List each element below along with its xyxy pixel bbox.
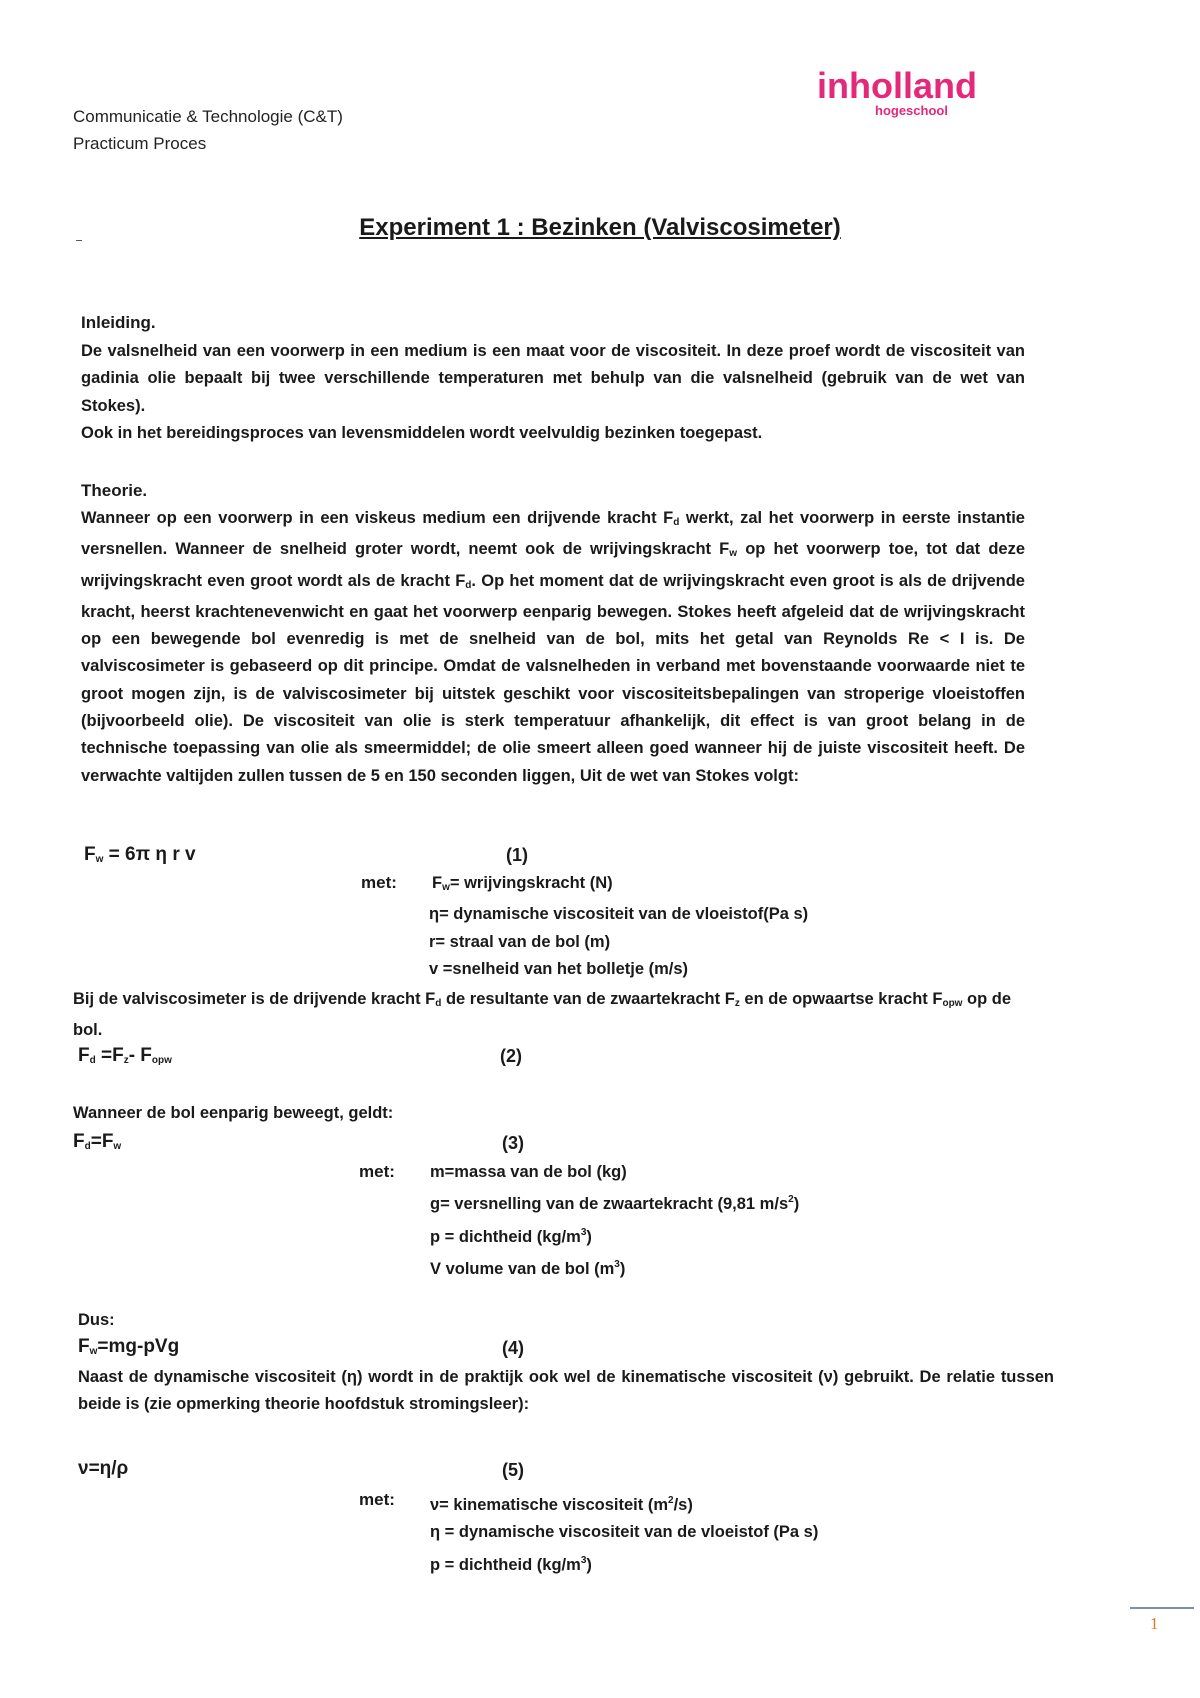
eq5-def-3: p = dichtheid $(kg/m^3)$ (430, 1554, 592, 1574)
theorie-text-d: . Op het moment dat de wrijvingskracht even groot is als de drijvende kracht, heerst krachtenevenwicht en gaat het voorwerp eenparig bewegen. Stokes heeft afgeleid dat de wrijvingskracht op een bewegende bol evenredig is met de snelheid van de bol, mits het getal van Reynolds Re < I is. De valviscosimeter is gebaseerd op dit principe. Omdat de valsnelheden in verband met bovenstaande voorwaarde niet te groot mogen zijn, is de valviscosimeter bij uitstek geschikt voor viscositeitsbepalingen van stroperige vloeistoffen (bijvoorbeeld olie). De viscositeit van olie is sterk temperatuur afhankelijk, dit effect is van groot belang in de technische toepassing van olie als smeermiddel; de olie smeert alleen goed wanneer hij de juiste viscositeit heeft. De verwachte valtijden zullen tussen de 5 en 150 seconden liggen, Uit de wet van Stokes volgt: (81, 571, 1025, 785)
eq1-rest: = 6π η r v (103, 844, 196, 865)
equation-4: $F_w=mg$-pVg (78, 1336, 180, 1357)
inholland-logo (815, 66, 995, 126)
theorie-paragraph (81, 505, 1025, 790)
equation-2: $F_d =F_z-$ $F_{opw}$ (78, 1045, 172, 1066)
inleiding-body (81, 338, 1025, 447)
sub-d-2: d (465, 579, 472, 591)
eq3-def-3: p = dichtheid $(kg/m^3)$ (430, 1226, 592, 1246)
equation-5: ν=η/ρ (78, 1458, 129, 1479)
eq5-def-1: ν= kinematische viscositeit $(m^2/s)$ (430, 1495, 693, 1514)
eq3-met-label: met: (359, 1162, 395, 1181)
eq5-def-2: η = dynamische viscositeit van de vloeistof (Pa s) (430, 1523, 819, 1542)
header-line-2: Practicum Proces (73, 134, 207, 153)
page-number-rule (1130, 1607, 1194, 1609)
inleiding-paragraph-2: Ook in het bereidingsproces van levensmiddelen wordt veelvuldig bezinken toegepast. (81, 423, 763, 442)
small-dash (76, 240, 82, 241)
inleiding-heading: Inleiding. (81, 313, 156, 332)
equation-3-number: (3) (502, 1133, 524, 1153)
eq1-def-4: v =snelheid van het bolletje (m/s) (429, 959, 689, 978)
equation-1-number: (1) (506, 845, 528, 865)
eq3-definitions (430, 1159, 799, 1283)
eq1-f: F (84, 844, 96, 865)
eq1-def-1: $F_w=$ wrijvingskracht (N) (432, 874, 613, 893)
equation-1 (84, 844, 196, 866)
eq1-definitions (429, 870, 809, 983)
equation-4-number: (4) (502, 1338, 524, 1358)
sub-w: w (729, 548, 738, 560)
logo-sub-text: hogeschool (875, 103, 948, 118)
page-number: 1 (1150, 1614, 1159, 1633)
eq5-met-label: met: (359, 1490, 395, 1509)
wanneer-line: Wanneer de bol eenparig beweegt, geldt: (73, 1104, 394, 1122)
eq3-def-1: m=massa van de bol (kg) (430, 1163, 627, 1181)
eq1-met-label: met: (361, 873, 397, 892)
theorie-body (81, 505, 1025, 790)
dus-label: Dus: (78, 1311, 115, 1329)
eq3-def-2: g= versnelling van de zwaartekracht (9,81 $m/s^2$) (430, 1194, 800, 1214)
naast-paragraph: Naast de dynamische viscositeit (η) wordt in de praktijk ook wel de kinematische viscositeit (ν) gebruikt. De relatie tussen beide is (zie opmerking theorie hoofdstuk stromingsleer): (78, 1368, 1054, 1414)
equation-3: $F_d=F_w$ (73, 1131, 122, 1152)
inleiding-paragraph-1: De valsnelheid van een voorwerp in een medium is een maat voor de viscositeit. In deze proef wordt de viscositeit van gadinia olie bepaalt bij twee verschillende temperaturen met behulp van die valsnelheid (gebruik van de wet van Stokes). (81, 342, 1025, 415)
equation-5-number: (5) (502, 1460, 524, 1480)
eq5-definitions (430, 1487, 818, 1579)
eq1-sub: w (95, 854, 104, 865)
bij-paragraph: Bij de valviscosimeter is de drijvende kracht $F_d$ de resultante van de zwaartekracht $F_z$ en de opwaartse kracht $F_{opw}$ op de bol. (73, 990, 1012, 1040)
theorie-text-c: op het voorwerp toe, tot dat deze wrijvingskracht even groot wordt als de kracht F (81, 540, 1025, 590)
header-line-1: Communicatie & Technologie (C&T) (73, 107, 343, 126)
theorie-text-a: Wanneer op een voorwerp in een viskeus medium een drijvende kracht F (81, 509, 674, 527)
theorie-text-b: werkt, zal het voorwerp in eerste instantie versnellen. Wanneer de snelheid groter wordt, neemt ook de wrijvingskracht F (81, 509, 1025, 559)
eq1-def-2: η= dynamische viscositeit van de vloeistof(Pa s) (429, 905, 809, 924)
theorie-heading: Theorie. (81, 481, 148, 500)
page-title: Experiment 1 : Bezinken (Valviscosimeter) (359, 214, 841, 241)
equation-2-number: (2) (500, 1046, 522, 1066)
eq3-def-4: V volume van de bol $(m^3)$ (430, 1258, 626, 1278)
eq1-def-3: r= straal van de bol (m) (429, 932, 611, 951)
logo-brand-text: inholland (817, 66, 977, 106)
sub-d: d (673, 517, 680, 528)
